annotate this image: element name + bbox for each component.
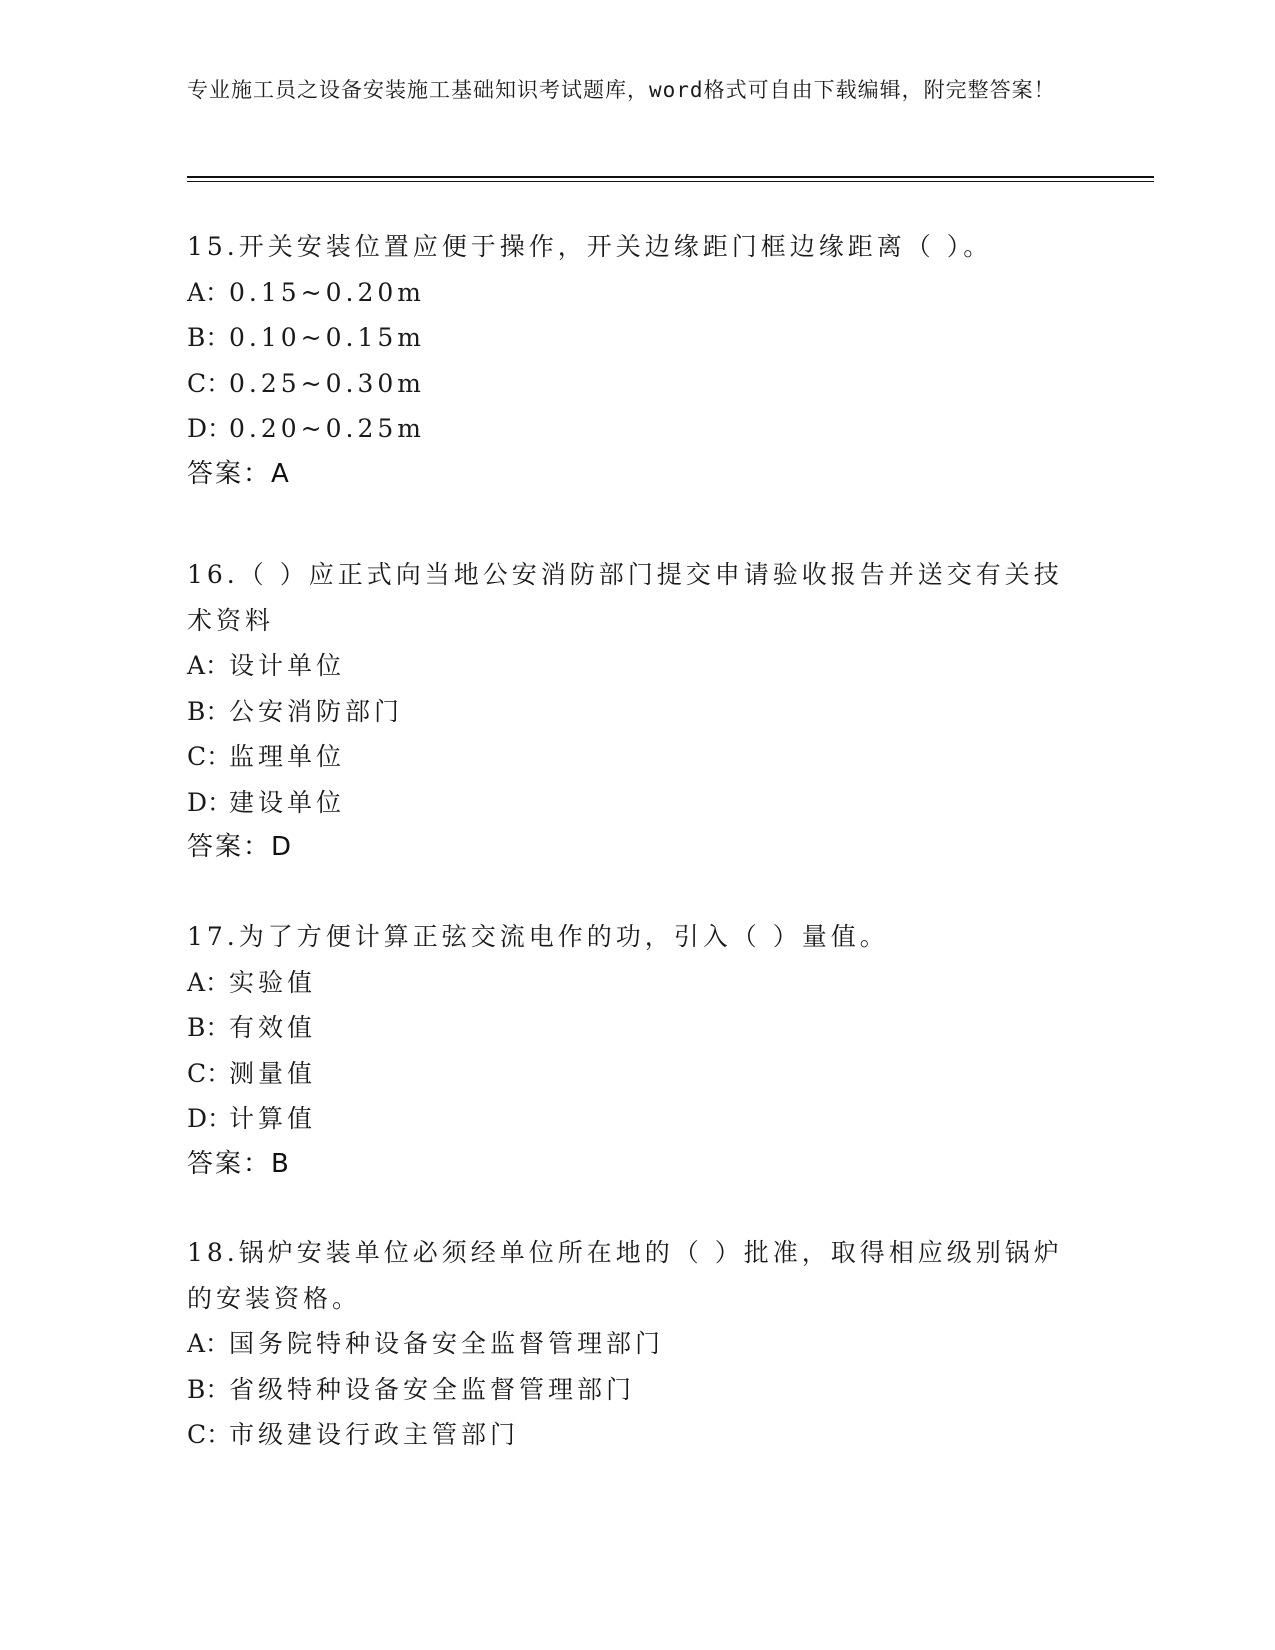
option-key: A： [187,1329,231,1358]
option-key: A： [187,277,231,307]
answer: 答案：A [187,458,291,489]
header-rule-thin [187,181,1154,182]
option-text: 0.15~0.20m [229,277,425,307]
option-c [187,361,1067,407]
option-text: 实验值 [229,967,317,997]
option-text: 计算值 [229,1104,317,1133]
option-text: 测量值 [229,1058,317,1088]
option-key: D： [187,414,233,443]
question-17 [187,914,1067,1187]
answer: 答案：B [187,1148,291,1179]
option-text: 国务院特种设备安全监督管理部门 [229,1329,665,1358]
option-d [187,780,1067,826]
header-rule-thick [187,176,1154,178]
option-text: 0.10~0.15m [229,323,425,352]
option-b [187,315,1067,361]
option-key: D： [187,1104,233,1133]
option-c [187,1051,1067,1097]
option-key: C： [187,742,232,771]
option-text: 省级特种设备安全监督管理部门 [229,1374,636,1404]
question-16 [187,552,1067,871]
option-text: 公安消防部门 [229,696,404,726]
document-header [187,74,1067,107]
option-key: B： [187,1013,231,1042]
option-key: D： [187,787,233,817]
question-stem: 15.开关安装位置应便于操作，开关边缘距门框边缘距离（ ）。 [187,232,993,261]
option-text: 市级建设行政主管部门 [229,1420,520,1449]
option-c [187,1412,1067,1458]
option-a [187,960,1067,1006]
option-text: 设计单位 [229,651,346,680]
option-key: C： [187,1058,232,1088]
option-key: B： [187,323,231,352]
option-key: B： [187,696,231,726]
option-b [187,1005,1067,1051]
option-d [187,1096,1067,1142]
option-a [187,643,1067,689]
option-text: 监理单位 [229,742,346,771]
option-key: B： [187,1374,231,1404]
option-key: C： [187,368,232,398]
option-c [187,734,1067,780]
question-18 [187,1230,1067,1458]
option-a [187,270,1067,316]
question-15 [187,224,1067,497]
option-text: 建设单位 [229,787,346,817]
option-key: C： [187,1420,232,1449]
option-b [187,1367,1067,1413]
option-text: 0.20~0.25m [229,414,425,443]
option-d [187,406,1067,452]
question-stem: 16.（ ）应正式向当地公安消防部门提交申请验收报告并送交有关技术资料 [187,560,1063,635]
option-b [187,689,1067,735]
option-key: A： [187,967,231,997]
option-text: 有效值 [229,1013,317,1042]
option-a [187,1321,1067,1367]
option-text: 0.25~0.30m [229,368,425,398]
header-text: 专业施工员之设备安装施工基础知识考试题库，word格式可自由下载编辑，附完整答案！ [187,78,1056,102]
answer: 答案：D [187,832,294,862]
option-key: A： [187,651,231,680]
question-stem: 17.为了方便计算正弦交流电作的功，引入（ ）量值。 [187,922,889,951]
question-stem: 18.锅炉安装单位必须经单位所在地的（ ）批准，取得相应级别锅炉的安装资格。 [187,1238,1063,1313]
